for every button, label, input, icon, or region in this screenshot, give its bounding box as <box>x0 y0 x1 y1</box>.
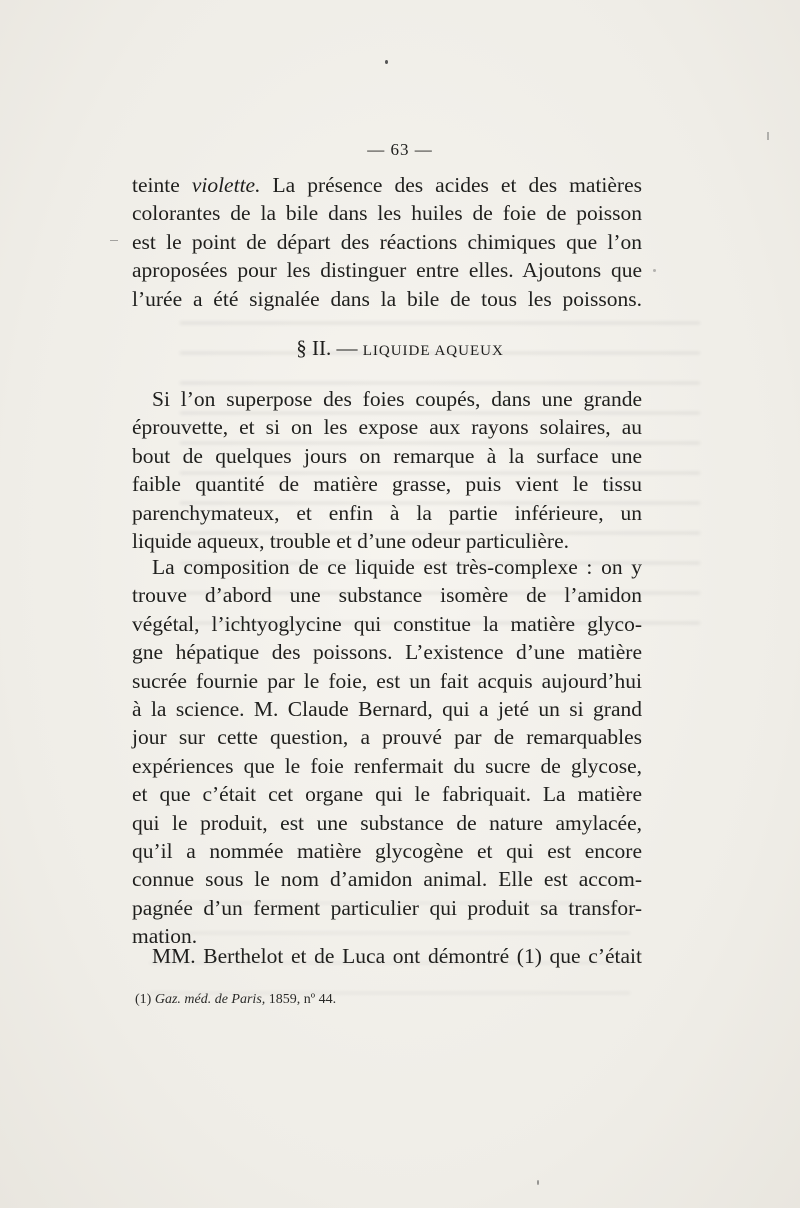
paragraph-1 <box>132 171 642 313</box>
text-line: MM. Berthelot et de Luca ont démontré (1) que c’était <box>152 944 642 968</box>
footnote <box>135 992 336 1008</box>
text-line: est le point de départ des réactions chimiques que l’on <box>132 229 642 254</box>
text-word: teinte <box>132 173 180 197</box>
paper-speck <box>385 60 388 64</box>
paper-speck <box>110 240 118 241</box>
footnote-marker: (1) <box>135 992 152 1007</box>
text-line <box>132 171 642 199</box>
section-heading <box>0 336 800 361</box>
text-line: parenchymateux, et enfin à la partie inférieure, un <box>132 500 642 525</box>
paragraph-3 <box>132 553 642 950</box>
text-line: connue sous le nom d’amidon animal. Elle est accom- <box>132 867 642 892</box>
text-line: faible quantité de matière grasse, puis vient le tissu <box>132 472 642 497</box>
text-line: trouve d’abord une substance isomère de l’amidon <box>132 583 642 608</box>
page-number: — 63 — <box>367 140 433 159</box>
text-line: expériences que le foie renfermait du sucre de glycose, <box>132 753 642 778</box>
footnote-detail: 1859, nº 44. <box>268 992 337 1007</box>
paper-speck <box>537 1180 539 1185</box>
text-line: liquide aqueux, trouble et d’une odeur particulière. <box>132 528 570 553</box>
text-line: gne hépatique des poissons. L’existence d’une matière <box>132 640 642 665</box>
text-line: végétal, l’ichtyoglycine qui constitue la matière glyco- <box>132 611 642 636</box>
paragraph-2 <box>132 385 642 555</box>
text-line: sucrée fournie par le foie, est un fait acquis aujourd’hui <box>132 668 642 693</box>
text-line: Si l’on superpose des foies coupés, dans une grande <box>152 387 642 411</box>
text-line: La composition de ce liquide est très-complexe : on y <box>152 555 642 579</box>
text-line: pagnée d’un ferment particulier qui produit sa transfor- <box>132 895 642 920</box>
text-line: qui le produit, est une substance de nature amylacée, <box>132 810 642 835</box>
text-line: mation. <box>132 924 198 949</box>
text-line: à la science. M. Claude Bernard, qui a jeté un si grand <box>132 696 642 721</box>
text-line: l’urée a été signalée dans la bile de tous les poissons. <box>132 286 642 311</box>
text-line: colorantes de la bile dans les huiles de foie de poisson <box>132 201 642 226</box>
paper-speck <box>653 269 656 272</box>
footnote-source: Gaz. méd. de Paris, <box>154 992 266 1007</box>
text-line: et que c’était cet organe qui le fabriquait. La matière <box>132 782 642 807</box>
text-line: aproposées pour les distinguer entre elles. Ajoutons que <box>132 258 642 283</box>
text-run: La présence des acides et des matières <box>272 173 643 197</box>
section-title: LIQUIDE AQUEUX <box>362 343 504 359</box>
text-line: jour sur cette question, a prouvé par de remarquables <box>132 725 642 750</box>
heading-dash: — <box>336 336 358 360</box>
paper-speck <box>767 132 769 140</box>
text-line: qu’il a nommée matière glycogène et qui est encore <box>132 838 642 863</box>
text-line: bout de quelques jours on remarque à la surface une <box>132 443 642 468</box>
text-line: éprouvette, et si on les expose aux rayons solaires, au <box>132 415 642 440</box>
section-number: § II. <box>296 336 332 360</box>
italic-word: violette. <box>191 173 261 197</box>
paragraph-4 <box>132 942 642 970</box>
